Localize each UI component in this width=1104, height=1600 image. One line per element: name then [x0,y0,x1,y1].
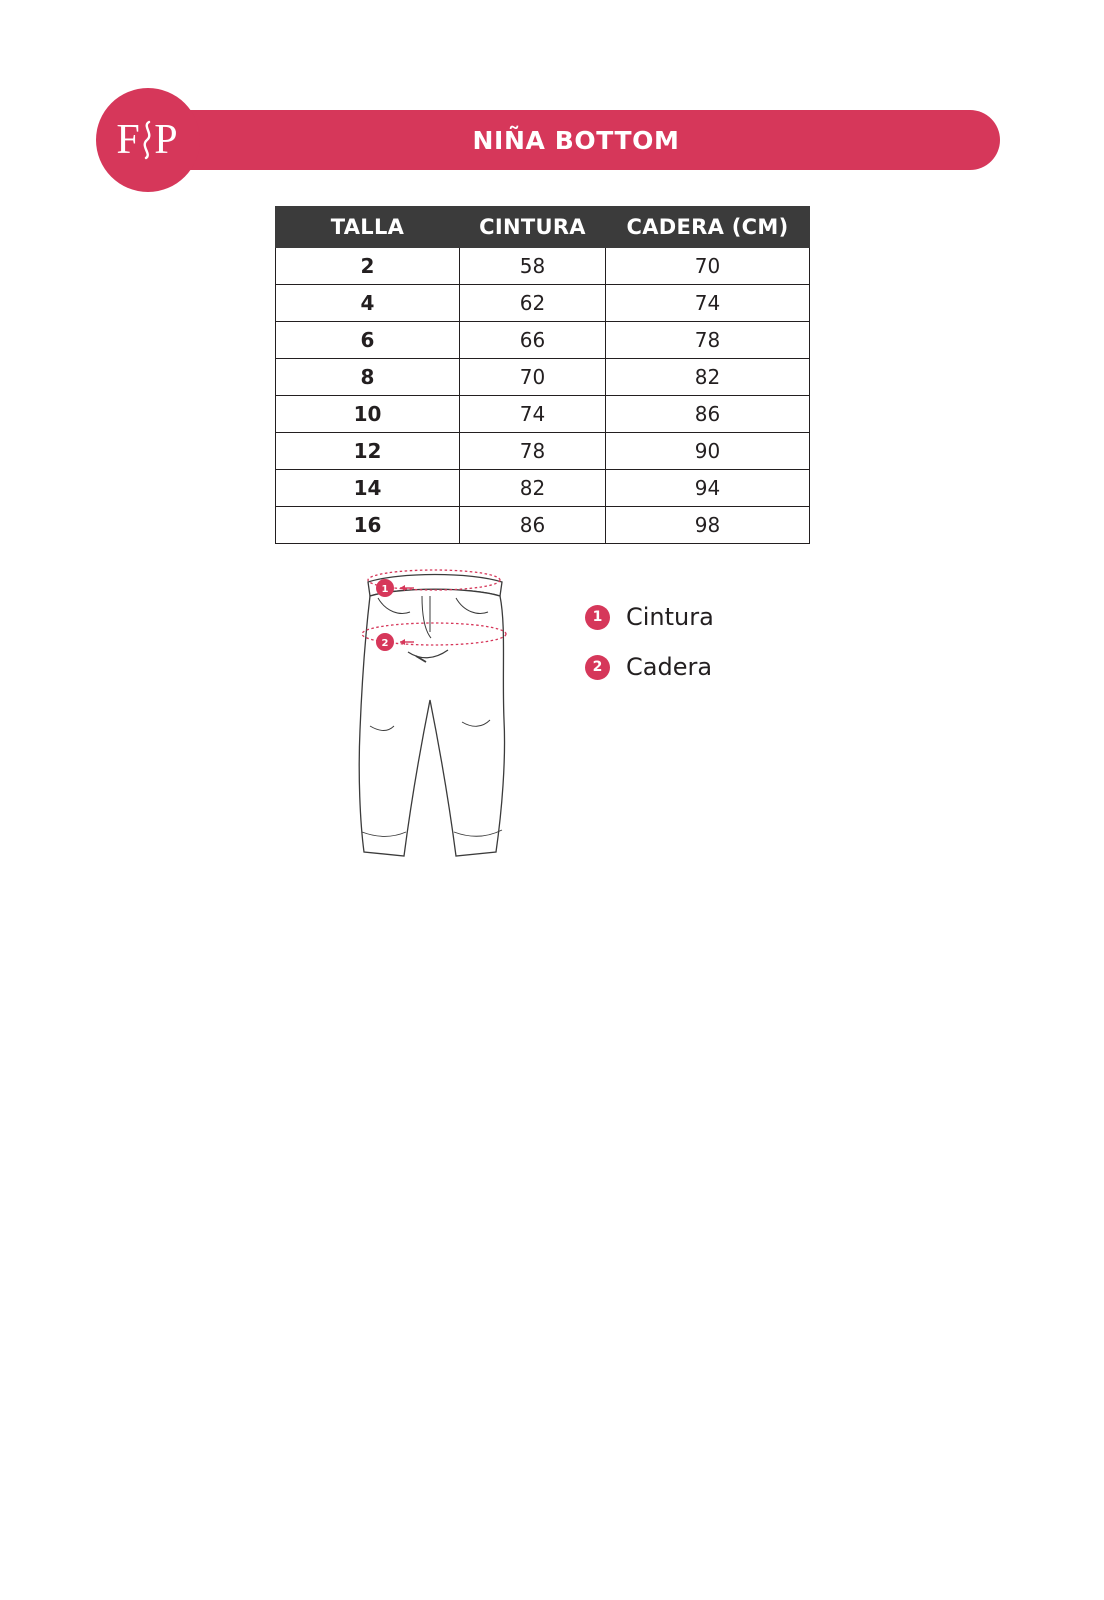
cell-cintura: 66 [460,322,606,359]
table-row [276,248,810,285]
cell-cadera: 98 [606,507,810,544]
cell-talla: 14 [276,470,460,507]
page-title: NIÑA BOTTOM [472,125,680,155]
brand-logo-mark [108,110,188,170]
cell-talla: 8 [276,359,460,396]
table-header-row [276,207,810,248]
table-body [276,248,810,544]
cell-cintura: 78 [460,433,606,470]
legend-item-cadera [585,642,845,692]
cell-talla: 4 [276,285,460,322]
cell-cintura: 58 [460,248,606,285]
pants-illustration [330,560,560,880]
cell-cadera: 74 [606,285,810,322]
legend-label: Cintura [626,603,714,631]
cell-cintura: 82 [460,470,606,507]
table-row [276,396,810,433]
table-row [276,470,810,507]
column-header-cadera: CADERA (CM) [606,207,810,248]
pants-diagram-svg [330,560,560,880]
legend-label: Cadera [626,653,713,681]
header-banner [152,110,1000,170]
cell-talla: 2 [276,248,460,285]
cell-cintura: 74 [460,396,606,433]
page-header [96,110,1000,170]
cell-talla: 10 [276,396,460,433]
cell-cadera: 78 [606,322,810,359]
table-row [276,507,810,544]
legend-item-cintura [585,592,845,642]
legend-number-badge: 2 [585,655,610,680]
cell-cadera: 70 [606,248,810,285]
legend-number-badge: 1 [585,605,610,630]
figure-marker-2-label: 2 [381,638,389,649]
size-chart-table [275,206,810,544]
cell-talla: 16 [276,507,460,544]
table-row [276,359,810,396]
cell-cadera: 90 [606,433,810,470]
column-header-talla: TALLA [276,207,460,248]
table-row [276,285,810,322]
brand-logo-text: F P [116,117,180,163]
cell-cintura: 86 [460,507,606,544]
cell-cintura: 62 [460,285,606,322]
cell-cadera: 94 [606,470,810,507]
figure-marker-1-label: 1 [381,584,389,595]
cell-cadera: 82 [606,359,810,396]
cell-cadera: 86 [606,396,810,433]
table-header [276,207,810,248]
measurement-legend [585,592,845,692]
column-header-cintura: CINTURA [460,207,606,248]
cell-talla: 6 [276,322,460,359]
brand-logo [96,88,200,192]
cell-cintura: 70 [460,359,606,396]
table-row [276,322,810,359]
cell-talla: 12 [276,433,460,470]
table-row [276,433,810,470]
